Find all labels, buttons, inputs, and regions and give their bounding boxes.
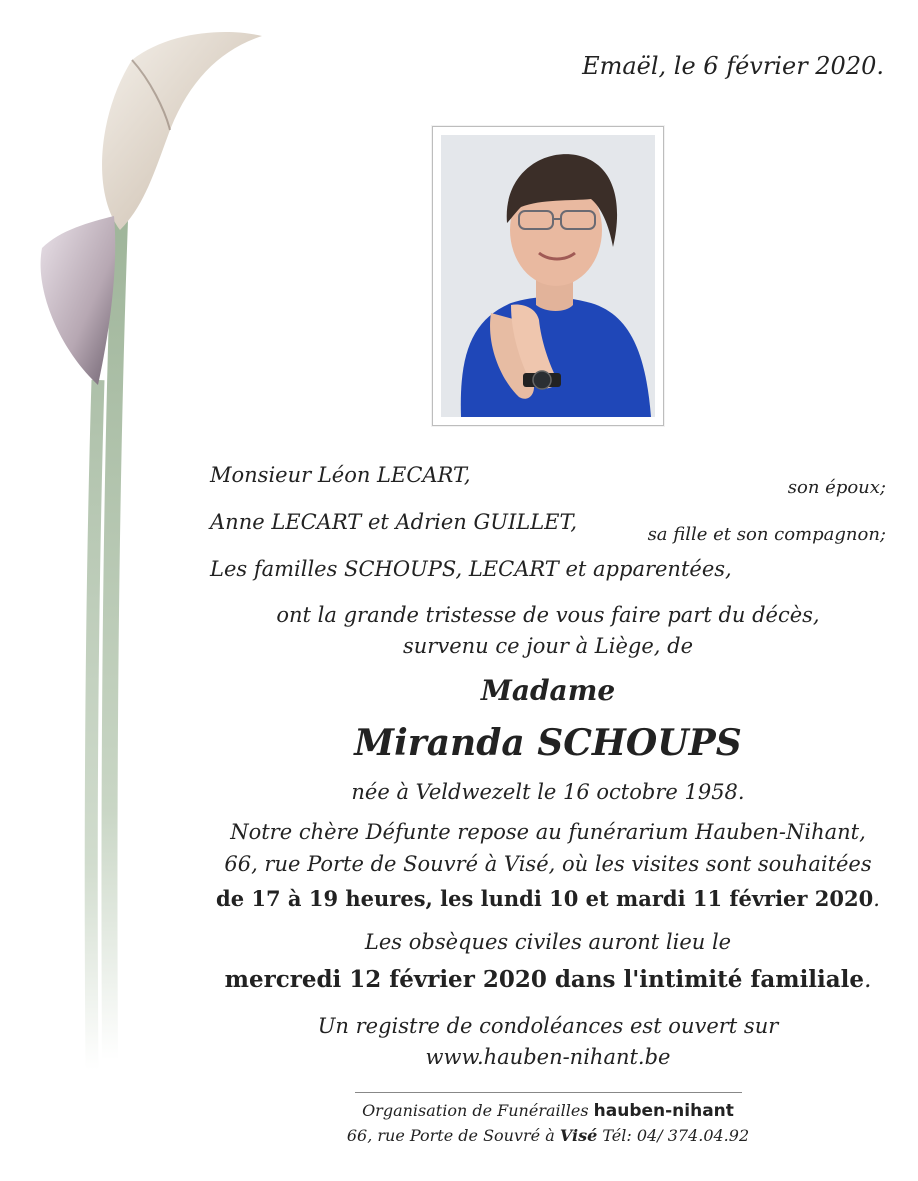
family-relation-1: son époux; <box>787 477 886 498</box>
condolences-line: Un registre de condoléances est ouvert sur <box>317 1014 779 1038</box>
footer-addr-prefix: 66, rue Porte de Souvré à <box>346 1126 555 1145</box>
portrait-frame <box>432 126 664 426</box>
deceased-title: Madame <box>480 674 616 707</box>
footer-address <box>200 1126 896 1145</box>
footer-organisation <box>200 1101 896 1121</box>
visitation-line-2: 66, rue Porte de Souvré à Visé, où les visites sont souhaitées <box>224 852 872 876</box>
announcement-line-1: ont la grande tristesse de vous faire part du décès, <box>276 603 820 627</box>
funeral-date-text: mercredi 12 février 2020 dans l'intimité familiale <box>224 966 865 993</box>
deceased-name: Miranda SCHOUPS <box>354 722 742 764</box>
portrait-photo <box>441 135 655 417</box>
footer-phone: Tél: 04/ 374.04.92 <box>602 1126 750 1145</box>
funeral-line-1: Les obsèques civiles auront lieu le <box>364 930 732 954</box>
funeral-date <box>200 966 896 993</box>
family-member-2: Anne LECART et Adrien GUILLET, <box>210 510 578 534</box>
family-member-3: Les familles SCHOUPS, LECART et apparentées, <box>210 557 732 581</box>
visitation-hours-period: . <box>873 887 880 911</box>
birth-line: née à Veldwezelt le 16 octobre 1958. <box>351 780 745 804</box>
visitation-hours-text: de 17 à 19 heures, les lundi 10 et mardi 11 février 2020 <box>216 886 874 911</box>
family-member-1: Monsieur Léon LECART, <box>210 463 471 487</box>
date-line: Emaël, le 6 février 2020. <box>582 52 884 80</box>
footer-org-prefix: Organisation de Funérailles <box>362 1101 589 1120</box>
funeral-date-period: . <box>864 967 872 993</box>
condolences-url[interactable]: www.hauben-nihant.be <box>425 1045 671 1069</box>
brand-logo-text: hauben-nihant <box>593 1101 734 1121</box>
announcement-line-2: survenu ce jour à Liège, de <box>403 634 693 658</box>
visitation-hours <box>200 886 896 911</box>
visitation-line-1: Notre chère Défunte repose au funérarium Hauben-Nihant, <box>230 820 866 844</box>
family-relation-2: sa fille et son compagnon; <box>647 524 886 545</box>
footer-divider <box>355 1092 742 1093</box>
calla-lily-illustration <box>20 20 290 1080</box>
footer-city: Visé <box>559 1126 598 1145</box>
